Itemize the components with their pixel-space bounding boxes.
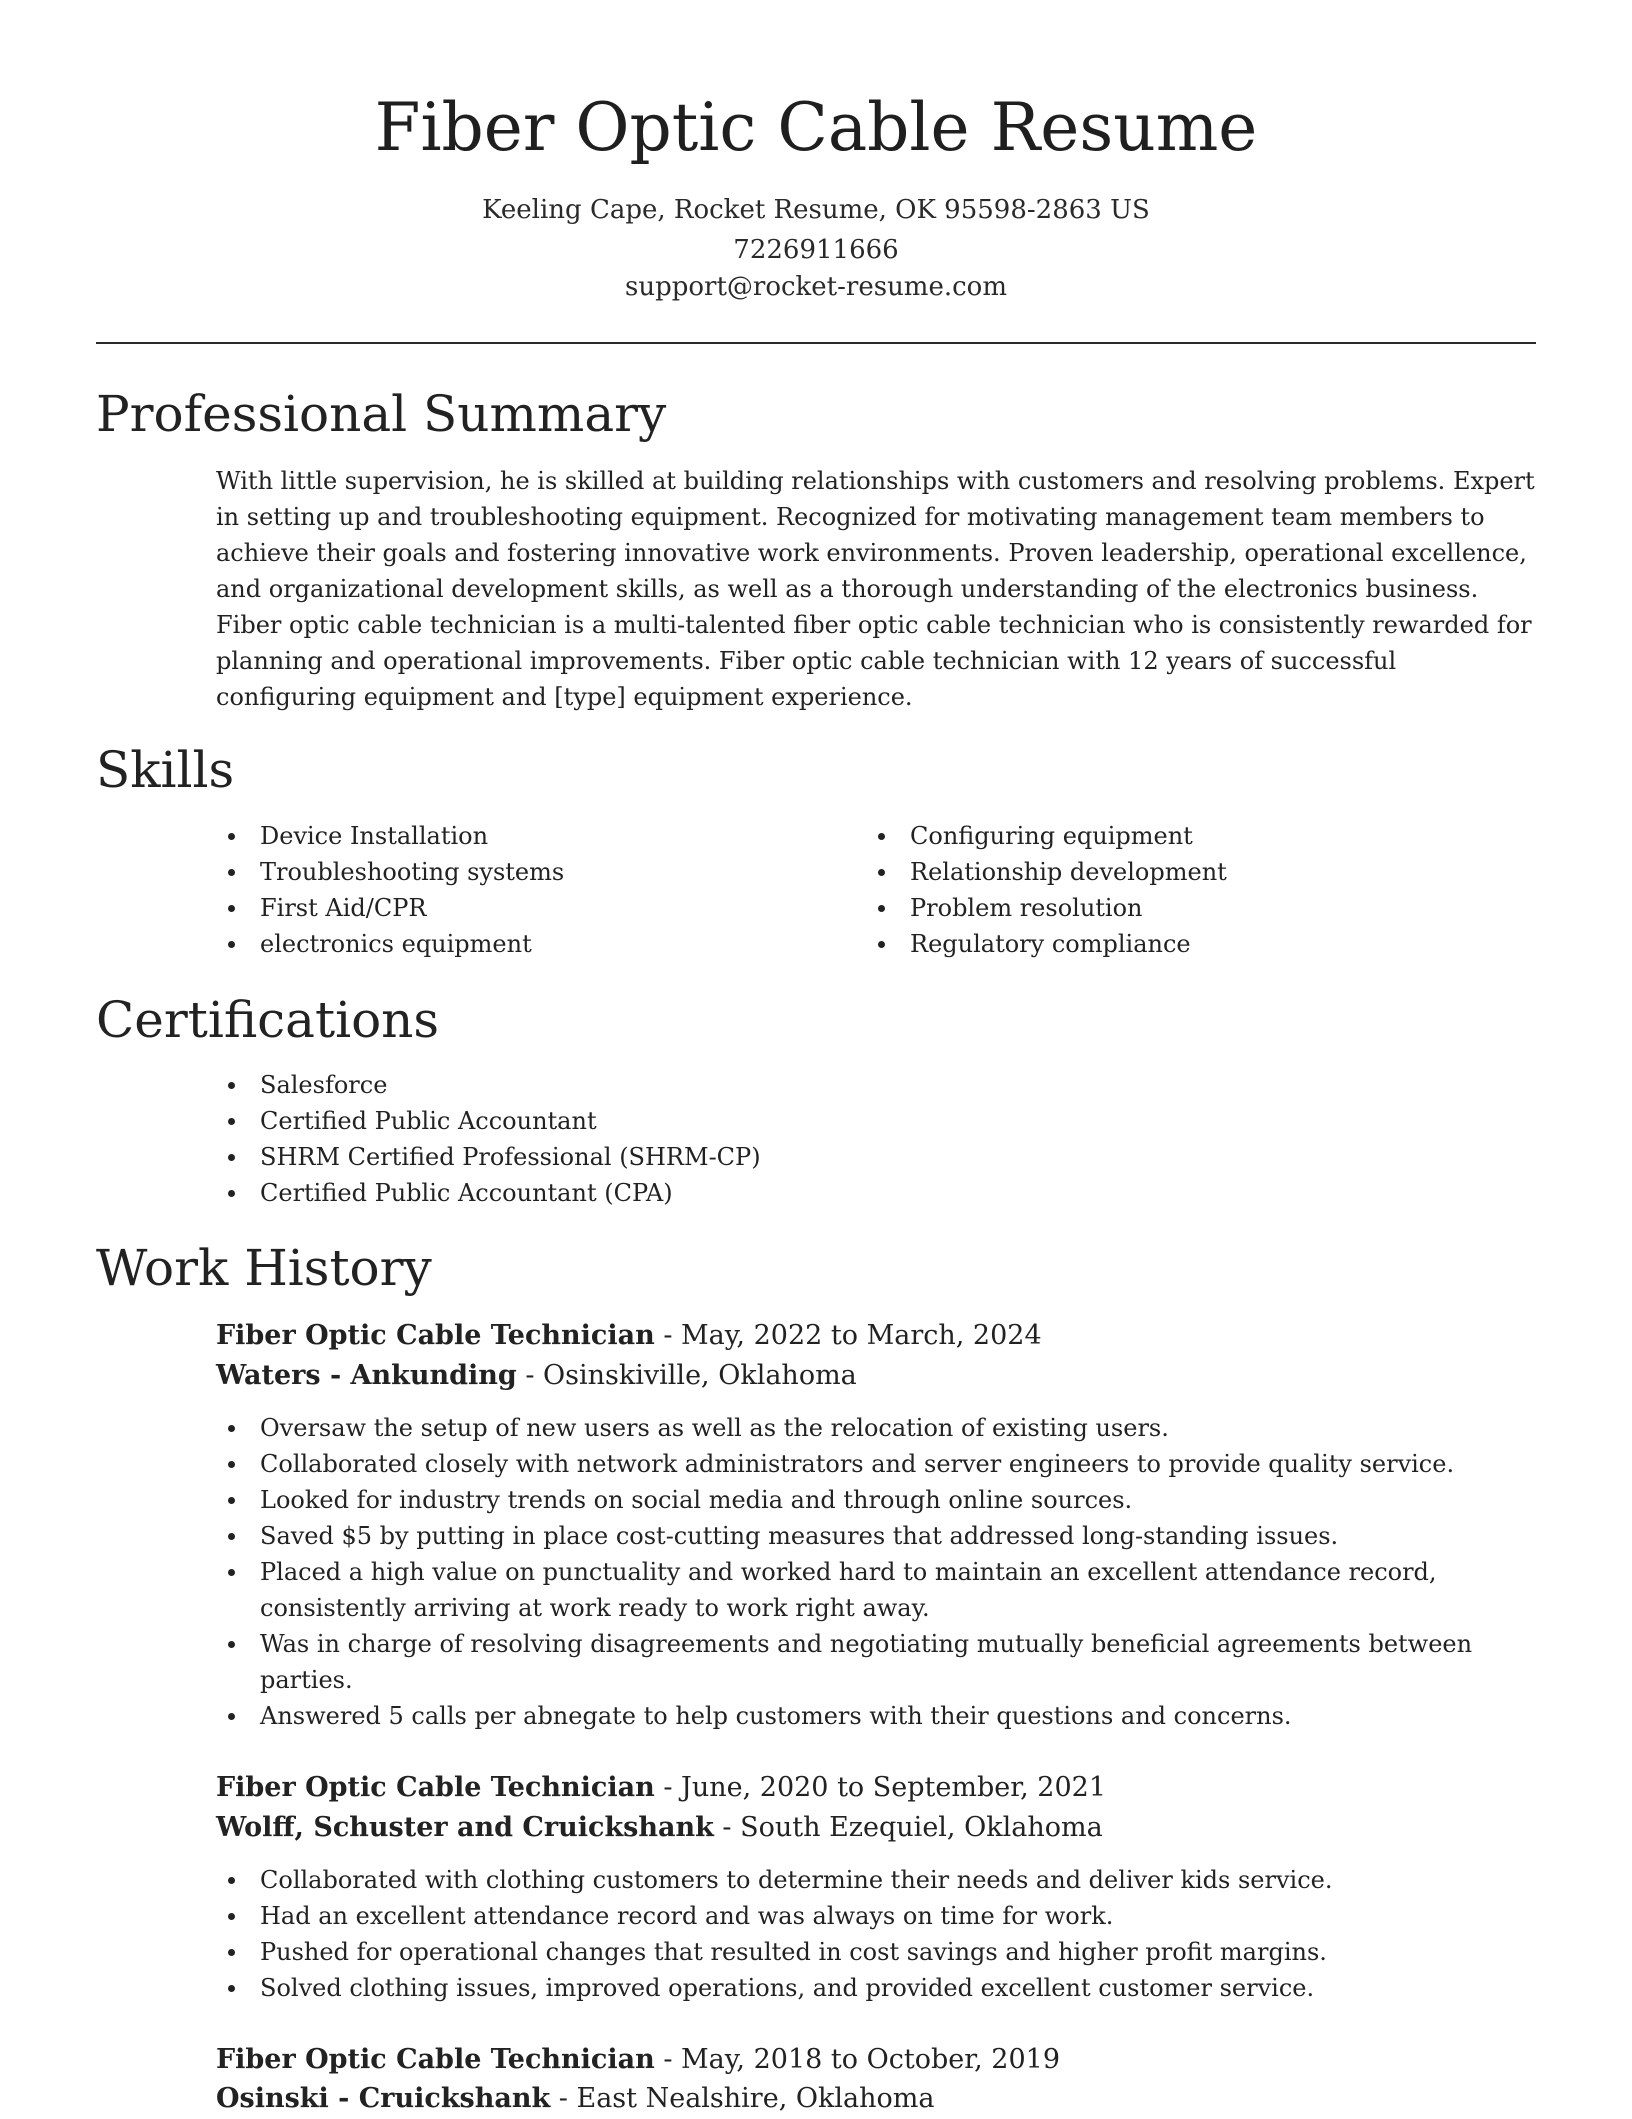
job-duty: Had an excellent attendance record and was always on time for work. xyxy=(216,1898,1476,1934)
skill-item: Troubleshooting systems xyxy=(216,854,836,890)
job-company: Wolff, Schuster and Cruickshank xyxy=(216,1812,714,1843)
skills-list-left xyxy=(216,818,836,962)
skills-heading: Skills xyxy=(96,741,235,799)
job-title-line xyxy=(216,2040,1060,2080)
job-dates: - May, 2022 to March, 2024 xyxy=(654,1320,1042,1351)
skill-item: Configuring equipment xyxy=(866,818,1506,854)
certification-item: Salesforce xyxy=(216,1067,1516,1103)
job-title-line xyxy=(216,1768,1106,1808)
job-duties-list xyxy=(216,1410,1476,1734)
job-company: Osinski - Cruickshank xyxy=(216,2083,551,2114)
certification-item: Certified Public Accountant (CPA) xyxy=(216,1175,1516,1211)
skill-item: Relationship development xyxy=(866,854,1506,890)
job-company: Waters - Ankunding xyxy=(216,1360,517,1391)
certifications-heading: Certifications xyxy=(96,991,440,1049)
job-title: Fiber Optic Cable Technician xyxy=(216,1320,655,1351)
certification-item: Certified Public Accountant xyxy=(216,1103,1516,1139)
job-location: - East Nealshire, Oklahoma xyxy=(550,2083,935,2114)
skill-item: Device Installation xyxy=(216,818,836,854)
job-title: Fiber Optic Cable Technician xyxy=(216,1772,655,1803)
skill-item: Regulatory compliance xyxy=(866,926,1506,962)
contact-phone: 7226911666 xyxy=(733,235,899,265)
skills-list-right xyxy=(866,818,1506,962)
job-dates: - May, 2018 to October, 2019 xyxy=(654,2044,1061,2075)
job-duty: Collaborated closely with network administrators and server engineers to provide quality service. xyxy=(216,1446,1476,1482)
job-duty: Pushed for operational changes that resulted in cost savings and higher profit margins. xyxy=(216,1934,1476,1970)
job-duty: Answered 5 calls per abnegate to help customers with their questions and concerns. xyxy=(216,1698,1476,1734)
resume-name: Fiber Optic Cable Resume xyxy=(374,89,1258,166)
skill-item: First Aid/CPR xyxy=(216,890,836,926)
job-duty: Collaborated with clothing customers to determine their needs and deliver kids service. xyxy=(216,1862,1476,1898)
job-duty: Oversaw the setup of new users as well as the relocation of existing users. xyxy=(216,1410,1476,1446)
contact-address: Keeling Cape, Rocket Resume, OK 95598-2863 US xyxy=(482,195,1150,225)
job-title-line xyxy=(216,1316,1042,1356)
job-dates: - June, 2020 to September, 2021 xyxy=(654,1772,1107,1803)
job-company-line xyxy=(216,1356,857,1396)
work-history-heading: Work History xyxy=(96,1239,432,1297)
job-location: - South Ezequiel, Oklahoma xyxy=(713,1812,1103,1843)
skill-item: Problem resolution xyxy=(866,890,1506,926)
summary-heading: Professional Summary xyxy=(96,385,667,443)
summary-text: With little supervision, he is skilled at building relationships with customers and resolving problems. Expert in setting up and troubleshooting equipment. Recognized for motivating management team members to achieve their goals and fostering innovative work environments. Proven leadership, operational excellence, and organizational development skills, as well as a thorough understanding of the electronics business. Fiber optic cable technician is a multi-talented fiber optic cable technician who is consistently rewarded for planning and operational improvements. Fiber optic cable technician with 12 years of successful configuring equipment and [type] equipment experience. xyxy=(216,467,1535,711)
job-duty: Solved clothing issues, improved operations, and provided excellent customer service. xyxy=(216,1970,1476,2006)
job-duty: Looked for industry trends on social media and through online sources. xyxy=(216,1482,1476,1518)
job-title: Fiber Optic Cable Technician xyxy=(216,2044,655,2075)
job-duty: Placed a high value on punctuality and worked hard to maintain an excellent attendance record, consistently arriving at work ready to work right away. xyxy=(216,1554,1476,1626)
job-company-line xyxy=(216,1808,1103,1848)
certification-item: SHRM Certified Professional (SHRM-CP) xyxy=(216,1139,1516,1175)
job-duty: Was in charge of resolving disagreements and negotiating mutually beneficial agreements between parties. xyxy=(216,1626,1476,1698)
contact-email: support@rocket-resume.com xyxy=(624,272,1007,302)
skill-item: electronics equipment xyxy=(216,926,836,962)
header-divider xyxy=(96,342,1536,344)
job-location: - Osinskiville, Oklahoma xyxy=(516,1360,857,1391)
certifications-list xyxy=(216,1067,1516,1211)
job-company-line xyxy=(216,2079,934,2119)
job-duty: Saved $5 by putting in place cost-cutting measures that addressed long-standing issues. xyxy=(216,1518,1476,1554)
job-duties-list xyxy=(216,1862,1476,2006)
